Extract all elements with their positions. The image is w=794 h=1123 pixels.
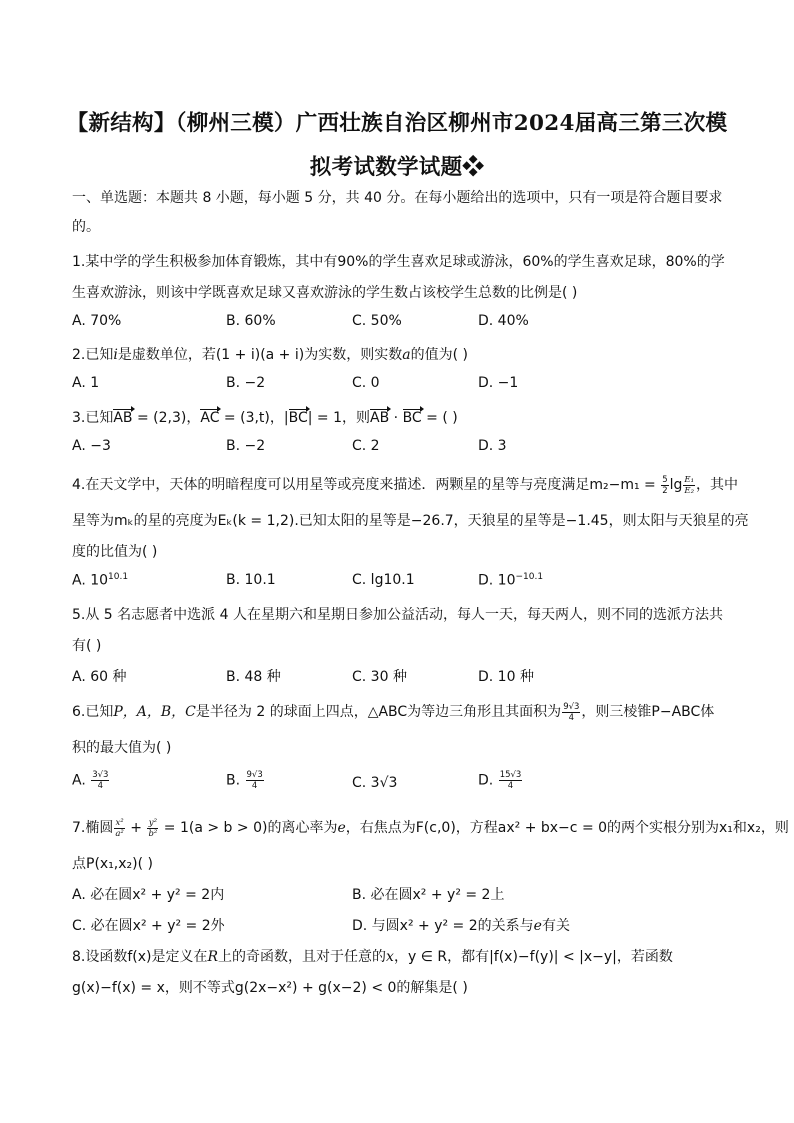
- q1-option-c: C. 50%: [352, 313, 402, 329]
- q4-option-d: [478, 572, 543, 589]
- q3-option-d: D. 3: [478, 438, 507, 454]
- q8-real-set: R: [207, 949, 219, 965]
- frac-numerator: 9√3: [246, 770, 263, 780]
- exam-title-line1: 【新结构】（柳州三模）广西壮族自治区柳州市2024届高三第三次模: [66, 111, 728, 136]
- section-heading: 一、单选题：本题共 8 小题，每小题 5 分，共 40 分。在每小题给出的选项中，只有一项是符合题目要求: [72, 190, 723, 206]
- q6-a-fraction: [91, 770, 109, 791]
- q1-text: 1.某中学的学生积极参加体育锻炼，其中有90%的学生喜欢足球或游泳，60%的学生喜欢足球，80%的学: [72, 254, 725, 270]
- q8-var-y: y: [407, 949, 417, 965]
- q4-text-cont: 星等为mₖ的星的亮度为Eₖ(k = 1,2).已知太阳的星等是−26.7，天狼星的星等是−1.45，则太阳与天狼星的亮: [72, 513, 749, 529]
- frac-denominator: 4: [97, 781, 104, 791]
- q3-bc-value: | = 1，则: [307, 410, 371, 426]
- q7-option-d: [352, 915, 570, 935]
- q6-pre: 6.已知: [72, 704, 114, 720]
- q4-fraction-e1-e2: [683, 475, 695, 496]
- q1-option-d: D. 40%: [478, 313, 529, 329]
- q7-option-b: B. 必在圆x² + y² = 2上: [352, 887, 505, 903]
- frac-numerator: E₁: [684, 474, 695, 485]
- q3-text: [72, 407, 458, 427]
- frac-denominator: 4: [507, 781, 514, 791]
- q6-area-fraction: [562, 702, 580, 723]
- vector-ab: AB: [113, 410, 133, 426]
- q8-var-x: x: [386, 949, 394, 965]
- frac-numerator: 5: [662, 474, 668, 485]
- q6-post: ，则三棱锥P−ABC体: [581, 704, 715, 720]
- q7-x-fraction: [114, 818, 124, 839]
- q6-option-b: [226, 770, 265, 791]
- q3-ab-value: = (2,3)，: [132, 410, 201, 426]
- q1-option-b: B. 60%: [226, 313, 276, 329]
- q6-d-fraction: [499, 770, 523, 791]
- frac-numerator: y²: [148, 817, 158, 828]
- q7-mid: = 1(a > b > 0)的离心率为: [159, 820, 338, 836]
- q4-a-exponent: 10.1: [108, 572, 129, 582]
- q5-text-cont: 有( ): [72, 638, 102, 654]
- q2-text: [72, 344, 468, 364]
- q4-d-exponent: −10.1: [515, 572, 544, 582]
- q8-comma: ，: [393, 949, 408, 965]
- q6-points: P，A，B，C: [113, 704, 196, 720]
- q7-post: ，右焦点为F(c,0)，方程ax² + bx−c = 0的两个实根分别为x₁和x₂，则: [345, 820, 789, 836]
- q2-option-b: B. −2: [226, 375, 266, 391]
- vector-ac: AC: [200, 410, 220, 426]
- q3-option-c: C. 2: [352, 438, 380, 454]
- q3-option-b: B. −2: [226, 438, 266, 454]
- frac-denominator: 4: [568, 712, 575, 723]
- vector-bc: BC: [288, 410, 308, 426]
- q7-pre: 7.椭圆: [72, 820, 114, 836]
- q3-ac-value: = (3,t)，|: [219, 410, 289, 426]
- vector-ab-2: AB: [370, 410, 390, 426]
- q7-plus: +: [125, 820, 147, 836]
- frac-numerator: 3√3: [92, 770, 109, 780]
- q4-fraction-5-2: [661, 475, 668, 496]
- q6-option-a: [72, 770, 110, 791]
- q2-option-d: D. −1: [478, 375, 519, 391]
- q3-post: = ( ): [421, 410, 458, 426]
- q8-text: [72, 946, 673, 966]
- q2-post: 的值为( ): [410, 347, 468, 363]
- q2-var-a: a: [402, 347, 411, 363]
- q5-option-b: B. 48 种: [226, 669, 281, 685]
- q7-eccentricity: e: [337, 820, 346, 836]
- q4-option-c: C. lg10.1: [352, 572, 415, 588]
- q2-pre: 2.已知: [72, 347, 114, 363]
- q5-option-c: C. 30 种: [352, 669, 407, 685]
- q3-option-a: A. −3: [72, 438, 111, 454]
- q2-imag-unit: i: [113, 347, 118, 363]
- q5-option-d: D. 10 种: [478, 669, 534, 685]
- frac-numerator: 9√3: [563, 701, 580, 712]
- frac-denominator: b²: [148, 828, 158, 839]
- q4-post: ，其中: [696, 477, 739, 493]
- q3-dot: ·: [389, 410, 403, 426]
- q6-a-label: A.: [72, 772, 91, 789]
- q2-option-c: C. 0: [352, 375, 380, 391]
- q6-option-d: [478, 770, 523, 791]
- frac-numerator: 15√3: [499, 770, 522, 780]
- vector-bc-2: BC: [402, 410, 422, 426]
- frac-denominator: E₂: [684, 485, 695, 496]
- q4-pre: 4.在天文学中，天体的明暗程度可以用星等或亮度来描述．两颗星的星等与亮度满足m₂−m₁ =: [72, 477, 661, 493]
- q1-text-cont: 生喜欢游泳，则该中学既喜欢足球又喜欢游泳的学生数占该校学生总数的比例是( ): [72, 285, 578, 301]
- q6-option-c: C. 3√3: [352, 775, 398, 791]
- q6-mid: 是半径为 2 的球面上四点，△ABC为等边三角形且其面积为: [195, 704, 562, 720]
- q6-b-fraction: [246, 770, 264, 791]
- q4-text: [72, 474, 738, 496]
- q6-text: [72, 701, 714, 723]
- q7-option-a: A. 必在圆x² + y² = 2内: [72, 887, 225, 903]
- q6-d-label: D.: [478, 772, 498, 789]
- q1-option-a: A. 70%: [72, 313, 122, 329]
- q4-text-cont2: 度的比值为( ): [72, 544, 158, 560]
- section-heading-cont: 的。: [72, 219, 100, 235]
- q7-d-post: 有关: [541, 918, 570, 934]
- q7-y-fraction: [147, 818, 158, 839]
- q6-b-label: B.: [226, 772, 245, 789]
- q4-option-a: [72, 572, 128, 589]
- q8-post: 上的奇函数，且对于任意的: [218, 949, 387, 965]
- q8-pre: 8.设函数f(x)是定义在: [72, 949, 208, 965]
- q4-a-base: A. 10: [72, 572, 109, 589]
- q7-d-e: e: [533, 918, 542, 934]
- frac-denominator: a²: [115, 828, 124, 839]
- q4-d-base: D. 10: [478, 572, 516, 589]
- q2-mid: 是虚数单位，若(1 + i)(a + i)为实数，则实数: [117, 347, 403, 363]
- q4-option-b: B. 10.1: [226, 572, 276, 588]
- exam-title-line2: 拟考试数学试题❖: [309, 155, 485, 180]
- q5-text: 5.从 5 名志愿者中选派 4 人在星期六和星期日参加公益活动，每人一天，每天两人，则不同的选派方法共: [72, 607, 723, 623]
- q7-option-c: C. 必在圆x² + y² = 2外: [72, 918, 225, 934]
- q7-text-cont: 点P(x₁,x₂)( ): [72, 856, 153, 872]
- q8-post2: ∈ R，都有|f(x)−f(y)| < |x−y|，若函数: [416, 949, 673, 965]
- q3-pre: 3.已知: [72, 410, 114, 426]
- frac-denominator: 2: [662, 485, 668, 496]
- q4-lg: lg: [669, 477, 683, 493]
- frac-denominator: 4: [251, 781, 258, 791]
- q5-option-a: A. 60 种: [72, 669, 127, 685]
- q2-option-a: A. 1: [72, 375, 100, 391]
- frac-numerator: x²: [115, 817, 124, 828]
- q8-text-cont: g(x)−f(x) = x，则不等式g(2x−x²) + g(x−2) < 0的解集是( ): [72, 980, 468, 996]
- q7-d-pre: D. 与圆x² + y² = 2的关系与: [352, 918, 534, 934]
- q7-text: [72, 817, 789, 839]
- q6-text-cont: 积的最大值为( ): [72, 740, 172, 756]
